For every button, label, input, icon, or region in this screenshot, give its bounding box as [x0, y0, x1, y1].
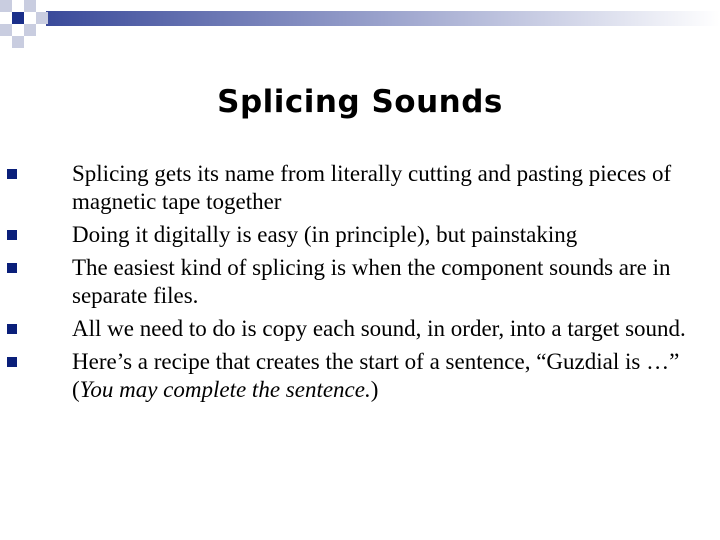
bullet-text-post: ) — [370, 377, 379, 402]
deco-square — [0, 0, 12, 12]
slide-title: Splicing Sounds — [217, 84, 503, 120]
bullet-text-pre: Here’s a recipe that creates the start of a sentence, “Guzdial is …” ( — [72, 349, 680, 402]
bullet-text: Splicing gets its name from literally cutting and pasting pieces of magnetic tape together — [72, 161, 672, 214]
deco-square — [24, 0, 36, 12]
deco-square — [36, 12, 48, 24]
bullet-item — [68, 221, 688, 249]
deco-square — [24, 24, 36, 36]
square-bullet-icon — [7, 324, 17, 334]
bullet-text: Doing it digitally is easy (in principle), but painstaking — [72, 222, 578, 247]
deco-square — [12, 36, 24, 48]
square-bullet-icon — [7, 263, 17, 273]
bullet-item — [68, 254, 688, 310]
bullet-text — [72, 348, 688, 404]
deco-square — [24, 12, 36, 24]
bullet-text-italic: You may complete the sentence. — [79, 377, 371, 402]
header-decoration — [0, 0, 720, 50]
deco-square — [0, 24, 12, 36]
deco-square — [12, 0, 24, 12]
bullet-text: All we need to do is copy each sound, in order, into a target sound. — [72, 316, 686, 341]
header-band — [46, 11, 720, 26]
square-bullet-icon — [7, 357, 17, 367]
bullet-item — [68, 315, 688, 343]
deco-square — [12, 12, 24, 24]
bullet-item — [68, 348, 688, 404]
bullet-item — [68, 160, 688, 216]
bullet-text: The easiest kind of splicing is when the component sounds are in separate files. — [72, 255, 671, 308]
square-bullet-icon — [7, 230, 17, 240]
bullet-list — [68, 160, 688, 409]
square-bullet-icon — [7, 169, 17, 179]
